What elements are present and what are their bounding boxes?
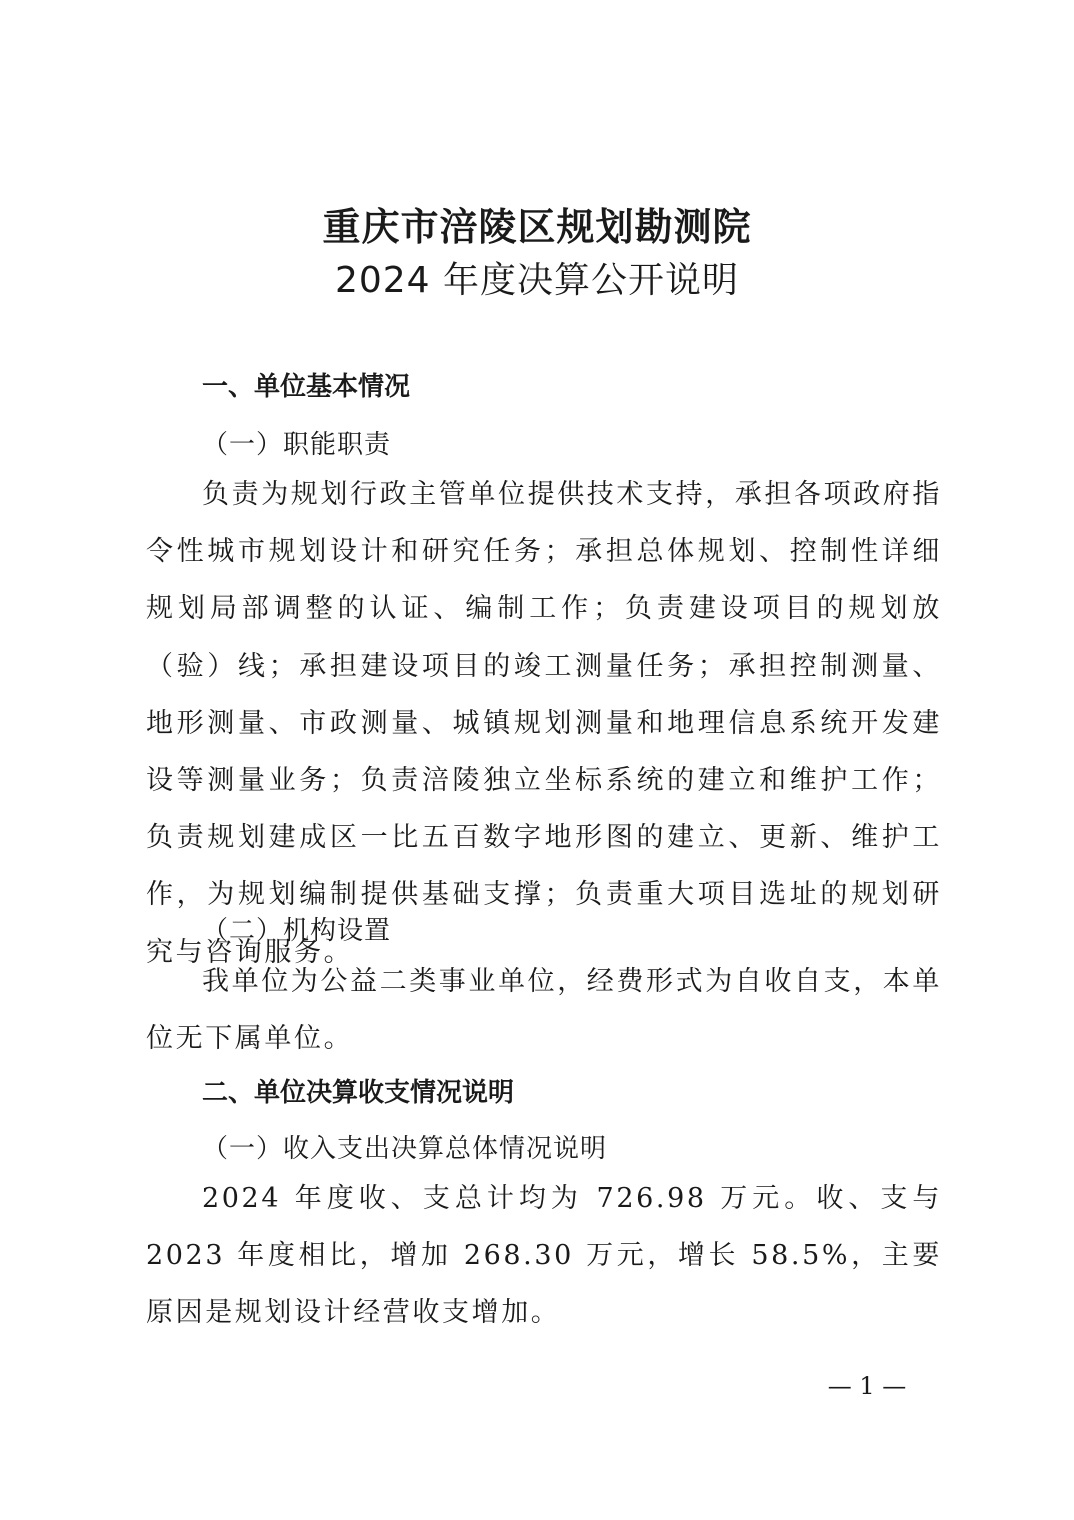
document-title-line2: 2024 年度决算公开说明 [334,260,740,301]
paragraph-functions: 负责为规划行政主管单位提供技术支持，承担各项政府指令性城市规划设计和研究任务；承担总体规划、控制性详细规划局部调整的认证、编制工作；负责建设项目的规划放（验）线；承担建设项目的竣工测量任务；承担控制测量、地形测量、市政测量、城镇规划测量和地理信息系统开发建设等测量业务；负责涪陵独立坐标系统的建立和维护工作；负责规划建成区一比五百数字地形图的建立、更新、维护工作，为规划编制提供基础支撑；负责重大项目选址的规划研究与咨询服务。 [146,479,942,968]
page-number: — 1 — [827,1372,907,1400]
paragraph-organization: 我单位为公益二类事业单位，经费形式为自收自支，本单位无下属单位。 [146,966,942,1055]
paragraph-income-expense: 2024 年度收、支总计均为 726.98 万元。收、支与 2023 年度相比，增加 268.30 万元，增长 58.5%，主要原因是规划设计经营收支增加。 [146,1183,942,1329]
subheading-functions: （一）职能职责 [202,430,392,460]
subheading-organization: （二）机构设置 [202,916,392,946]
section-heading-basic-info: 一、单位基本情况 [202,372,411,402]
document-title-line1: 重庆市涪陵区规划勘测院 [322,204,752,249]
subheading-income-expense: （一）收入支出决算总体情况说明 [202,1134,608,1164]
section-heading-budget: 二、单位决算收支情况说明 [202,1078,515,1108]
